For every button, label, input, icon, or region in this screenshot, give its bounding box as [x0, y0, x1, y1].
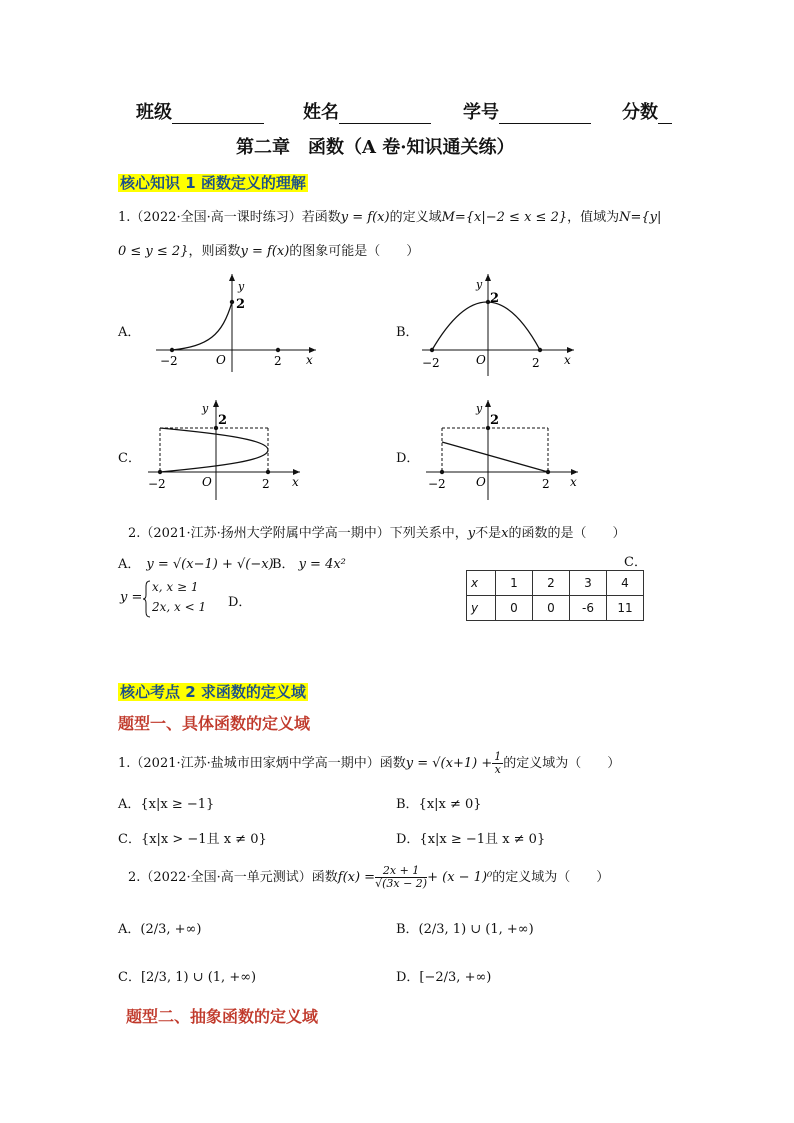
q1-source: 1.（2022·全国·高一课时练习）若函数 [118, 210, 341, 225]
q1-line1 [118, 206, 661, 225]
class-blank[interactable] [172, 105, 264, 124]
q1-text-c: ，则函数 [188, 244, 241, 259]
class-field[interactable] [136, 98, 264, 124]
s2-q1-option-b[interactable]: B．{x|x ≠ 0} [396, 797, 482, 812]
score-label: 分数 [622, 102, 658, 123]
name-field[interactable] [303, 98, 431, 124]
svg-text:x: x [570, 475, 577, 489]
type-heading-1: 题型一、具体函数的定义域 [118, 714, 311, 733]
s2-q2-stem: 2.（2022·全国·高一单元测试）函数f(x) = $\frac{2x + 1}{√(3x - 2)}$ + (x − 1)⁰的定义域为（ ） [128, 864, 610, 890]
svg-text:2: 2 [490, 291, 500, 306]
q1-option-d[interactable]: D． [396, 451, 420, 466]
svg-text:2: 2 [274, 354, 282, 368]
svg-text:2: 2 [490, 413, 500, 428]
q1-range-cond: 0 ≤ y ≤ 2} [118, 244, 189, 259]
svg-text:x: x [306, 353, 313, 367]
s2-q1-stem: 1.（2021·江苏·盐城市田家炳中学高一期中）函数y = √(x+1) + $\frac{1}{x}$ 的定义域为（ ） [118, 750, 621, 776]
table-row: x 1 2 3 4 [467, 571, 644, 596]
s2-q2-option-a[interactable]: A．(2/3, +∞) [118, 922, 202, 937]
id-field[interactable] [463, 98, 591, 124]
svg-text:−2: −2 [428, 477, 446, 491]
svg-text:2: 2 [532, 356, 540, 370]
name-blank[interactable] [339, 105, 431, 124]
name-label: 姓名 [303, 102, 339, 123]
svg-text:O: O [476, 475, 486, 489]
section-tag-1-text: 核心知识 1 函数定义的理解 [120, 174, 306, 192]
id-label: 学号 [463, 102, 499, 123]
q2-stem: 2.（2021·江苏·扬州大学附属中学高一期中）下列关系中，y不是x的函数的是（ ） [128, 526, 626, 541]
q1-option-a[interactable]: A． [118, 325, 141, 340]
s2-q1-option-a[interactable]: A．{x|x ≥ −1} [118, 797, 215, 812]
q2-piecewise-lhs: y = [120, 590, 143, 605]
score-blank[interactable] [658, 105, 672, 124]
svg-text:2: 2 [236, 297, 246, 312]
q2-option-b-expr: y = 4x² [298, 557, 346, 572]
q2-piece-top: x, x ≥ 1 [152, 580, 199, 594]
graph-a-y-label: y [238, 280, 245, 293]
q1-graph-d [422, 396, 587, 506]
q2-option-b[interactable]: B． y = 4x² [272, 557, 346, 572]
q1-range-n: N={y| [619, 210, 662, 225]
q1-graph-c [144, 396, 314, 506]
q1-text-b: ，值域为 [567, 210, 620, 225]
s2-q1-option-d[interactable]: D．{x|x ≥ −1且 x ≠ 0} [396, 832, 546, 847]
s2-q1-option-c[interactable]: C．{x|x > −1且 x ≠ 0} [118, 832, 267, 847]
section-tag-1 [118, 172, 308, 193]
table-row: y 0 0 -6 11 [467, 596, 644, 621]
s2-q2-source: 2.（2022·全国·高一单元测试）函数 [128, 870, 338, 885]
q2-option-c-label[interactable]: C． [624, 555, 647, 570]
svg-text:y: y [476, 402, 483, 415]
id-blank[interactable] [499, 105, 591, 124]
s2-q2-option-d[interactable]: D．[−2/3, +∞) [396, 970, 492, 985]
type-heading-2: 题型二、抽象函数的定义域 [126, 1007, 319, 1026]
q1-fx: y = f(x) [340, 210, 390, 225]
s2-q1-frac: $\frac{1}{x}$ [494, 750, 502, 776]
svg-text:−2: −2 [422, 356, 440, 370]
s2-q2-option-b[interactable]: B．(2/3, 1) ∪ (1, +∞) [396, 922, 534, 937]
q1-graph-b [418, 268, 583, 378]
q1-text-d: 的图象可能是（ ） [289, 244, 420, 259]
svg-text:x: x [292, 475, 299, 489]
svg-text:x: x [564, 353, 571, 367]
s2-q1-source: 1.（2021·江苏·盐城市田家炳中学高一期中）函数 [118, 756, 406, 771]
brace-icon [142, 580, 152, 618]
q2-source: 2.（2021·江苏·扬州大学附属中学高一期中）下列关系中， [128, 526, 468, 541]
q2-piece-bot: 2x, x < 1 [152, 600, 207, 614]
q2-option-d[interactable]: D． [228, 595, 252, 610]
svg-text:O: O [216, 353, 226, 367]
q1-text-a: 的定义域 [389, 210, 442, 225]
q1-fx-2: y = f(x) [240, 244, 290, 259]
score-field[interactable] [622, 98, 672, 124]
svg-text:O: O [202, 475, 212, 489]
svg-text:2: 2 [218, 413, 228, 428]
page-title: 第二章 函数（A 卷·知识通关练） [236, 137, 515, 158]
svg-text:−2: −2 [148, 477, 166, 491]
q1-domain-m: M={x|−2 ≤ x ≤ 2} [441, 210, 568, 225]
s2-q2-option-c[interactable]: C．[2/3, 1) ∪ (1, +∞) [118, 970, 257, 985]
s2-q2-frac: $\frac{2x + 1}{√(3x - 2)}$ [375, 864, 428, 890]
svg-text:O: O [476, 353, 486, 367]
q2-option-a-expr: y = √(x−1) + √(−x) [146, 557, 274, 572]
q2-value-table [466, 570, 644, 621]
svg-text:2: 2 [262, 477, 270, 491]
svg-text:y: y [476, 278, 483, 291]
q1-option-b[interactable]: B． [396, 325, 419, 340]
svg-text:2: 2 [542, 477, 550, 491]
svg-text:y: y [202, 402, 209, 415]
section-tag-2-text: 核心考点 2 求函数的定义域 [120, 683, 306, 701]
q1-graph-a [148, 268, 328, 378]
section-tag-2 [118, 681, 308, 702]
q1-option-c[interactable]: C． [118, 451, 141, 466]
svg-text:−2: −2 [160, 354, 178, 368]
q1-line2 [118, 240, 419, 259]
q2-option-a[interactable]: A． y = √(x−1) + √(−x) [118, 557, 274, 572]
class-label: 班级 [136, 102, 172, 123]
